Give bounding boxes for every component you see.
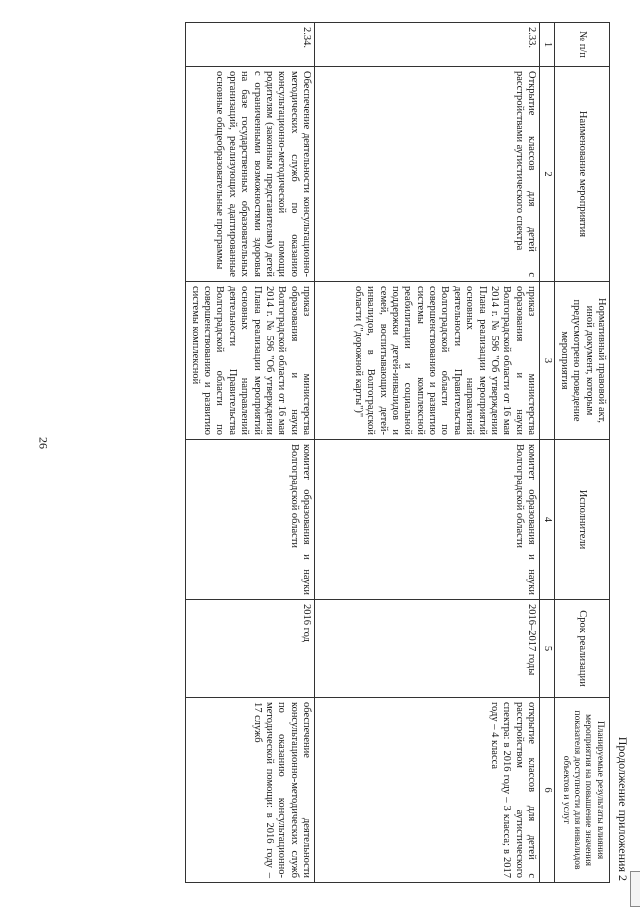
scan-corner-mark (630, 871, 640, 907)
table-header-row (555, 23, 610, 883)
measure-name: Обеспечение деятельности консультационно-методических служб по оказанию консультационно-методической помощи родителям (законным представителям) детей с ограниченными возможностями здоровья на базе государственных образовательных организаций, реализующих адаптированные основные общеобразовательные программы (186, 67, 315, 282)
column-number: 5 (540, 600, 555, 698)
column-number: 1 (540, 23, 555, 67)
row-number: 2.34. (186, 23, 315, 67)
header-planned-results: Планируемые результаты влияния мероприятия на повышение значения показателя доступности для инвалидов объектов и услуг (555, 698, 610, 883)
row-number: 2.33. (315, 23, 540, 67)
planned-result: обеспечение деятельности консультационно-методических служб по оказанию консультационно-методической помощи: в 2016 году – 17 служб (186, 698, 315, 883)
legal-act: приказ министерства образования и науки Волгоградской области от 16 мая 2014 г. № 596 "Об утверждении Плана реализации мероприятий основных направлений деятельности Правительства Волгоградской области по совершенствованию и развитию системы комплексной (186, 282, 315, 440)
header-number: № п/п (555, 23, 610, 67)
executors: комитет образования и науки Волгоградской области (315, 440, 540, 600)
header-term: Срок реализации (555, 600, 610, 698)
term: 2016–2017 годы (315, 600, 540, 698)
column-number: 4 (540, 440, 555, 600)
column-number-row (540, 23, 555, 883)
measure-name: Открытие классов для детей с расстройствами аутистического спектра (315, 67, 540, 282)
executors: комитет образования и науки Волгоградской области (186, 440, 315, 600)
measures-table (185, 22, 610, 883)
column-number: 3 (540, 282, 555, 440)
legal-act: приказ министерства образования и науки Волгоградской области от 16 мая 2014 г. № 596 "Об утверждении Плана реализации мероприятий основных направлений деятельности Правительства Волгоградской области по совершенствованию и развитию системы комплексной реабилитации и социальной поддержки детей-инвалидов и семей, воспитывающих детей-инвалидов, в Волгоградской области ("дорожной карты")" (315, 282, 540, 440)
table-row (315, 23, 540, 883)
planned-result: открытие классов для детей с расстройством аутистического спектра: в 2016 году – 3 класса; в 2017 году – 4 класса (315, 698, 540, 883)
column-number: 6 (540, 698, 555, 883)
page-number: 26 (36, 437, 51, 449)
continuation-label: Продолжение приложения 2 (616, 736, 630, 881)
term: 2016 год (186, 600, 315, 698)
table-row (186, 23, 315, 883)
header-executors: Исполнители (555, 440, 610, 600)
header-measure-name: Наименование мероприятия (555, 67, 610, 282)
header-legal-act: Нормативный правовой акт, иной документ, которым предусмотрено проведение мероприятия (555, 282, 610, 440)
column-number: 2 (540, 67, 555, 282)
